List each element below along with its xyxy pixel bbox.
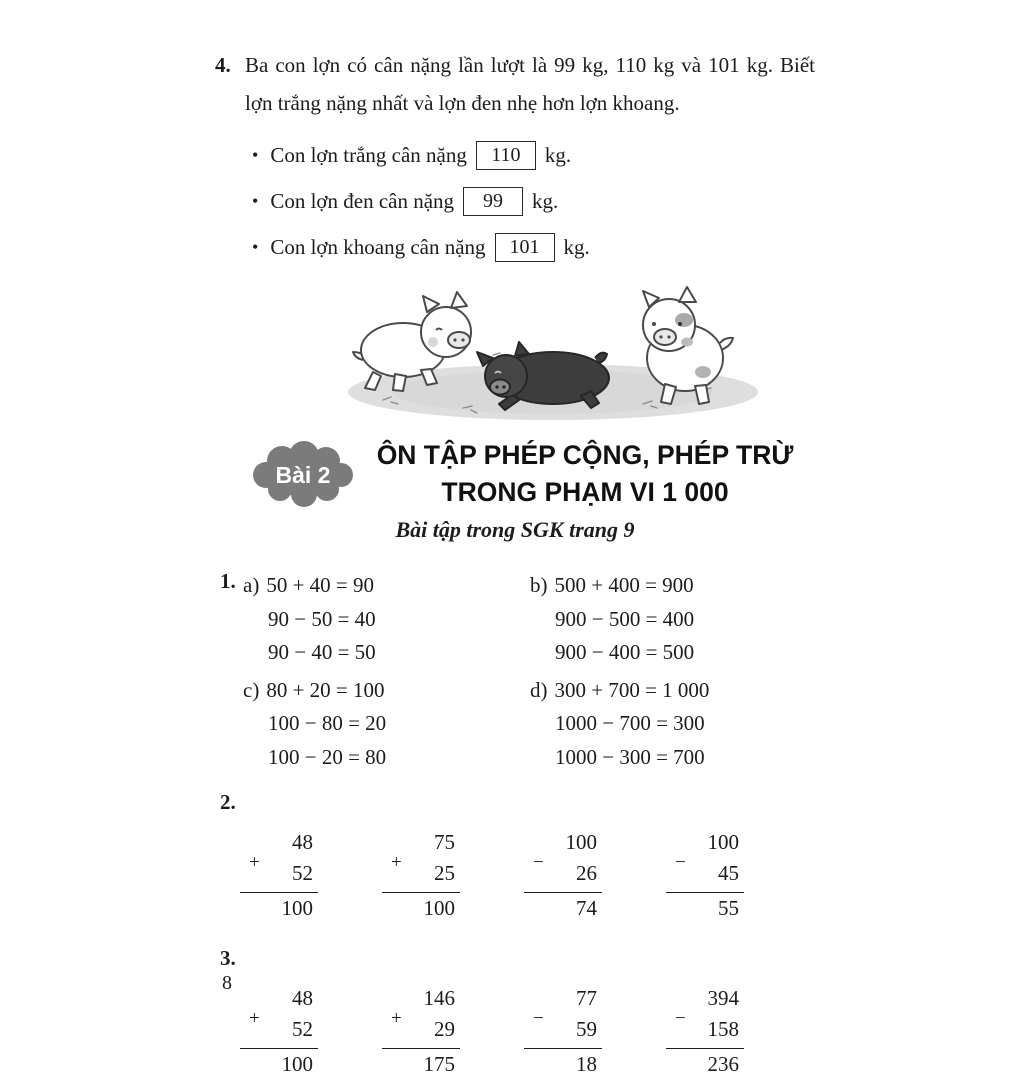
result: 100 (382, 892, 460, 924)
operand-bottom: 45 (718, 861, 739, 885)
problem-3-number: 3. (220, 946, 236, 970)
equation-group-a (215, 569, 502, 670)
equation-line (243, 674, 502, 708)
group-label: a) (243, 573, 260, 597)
equation: 100 − 80 = 20 (268, 711, 387, 735)
column-calc-row (215, 983, 815, 1080)
lesson-header (215, 437, 815, 547)
operand-bottom: 59 (576, 1017, 597, 1041)
minus-operator: − (533, 1008, 544, 1029)
column-calc (666, 983, 744, 1080)
pigs-illustration (343, 280, 763, 422)
equation-group-b (502, 569, 815, 670)
answer-box: 99 (463, 187, 523, 216)
bullet-icon: • (252, 144, 259, 165)
bullet-icon: • (252, 236, 259, 257)
equation: 80 + 20 = 100 (266, 677, 385, 702)
answer-text-before: Con lợn khoang cân nặng (270, 234, 486, 259)
answer-text-before: Con lợn trắng cân nặng (270, 142, 467, 167)
list-item (215, 178, 815, 224)
problem-4-statement (215, 46, 815, 122)
plus-operator: + (391, 1008, 402, 1029)
problem-4-number: 4. (215, 53, 231, 77)
operand-top: 48 (292, 986, 313, 1010)
equation: 900 − 400 = 500 (555, 640, 695, 664)
problem-3 (215, 946, 815, 1080)
operand-bottom: 25 (434, 861, 455, 885)
operand-top: 100 (707, 830, 739, 854)
operand-top: 394 (707, 986, 739, 1010)
plus-operator: + (249, 1008, 260, 1029)
column-calc (382, 983, 460, 1080)
column-calc-row (215, 827, 815, 924)
problem-2-number: 2. (220, 790, 236, 814)
equation: 1000 − 300 = 700 (555, 744, 705, 769)
operand-bottom: 52 (292, 861, 313, 885)
lesson-title-line1: ÔN TẬP PHÉP CỘNG, PHÉP TRỪ (376, 440, 794, 470)
equation-line (530, 569, 815, 603)
operand-bottom: 52 (292, 1017, 313, 1041)
result: 74 (524, 892, 602, 924)
equation-group-c (215, 674, 502, 775)
equation: 500 + 400 = 900 (554, 573, 694, 597)
problem-4-text: Ba con lợn có cân nặng lần lượt là 99 kg, 110 kg và 101 kg. Biết lợn trắng nặng nhất và lợn đen nhẹ hơn lợn khoang. (245, 53, 815, 115)
operand-bottom: 29 (434, 1017, 455, 1041)
problem-4-answers (215, 132, 815, 270)
operand-bottom: 158 (707, 1017, 739, 1041)
result: 236 (666, 1048, 744, 1080)
equation: 300 + 700 = 1 000 (554, 677, 710, 702)
answer-box: 110 (476, 141, 536, 170)
bullet-icon: • (252, 190, 259, 211)
group-label: d) (530, 677, 548, 702)
column-calc (382, 827, 460, 924)
column-calc (240, 983, 318, 1080)
problem-2 (215, 790, 815, 924)
list-item (215, 132, 815, 178)
result: 175 (382, 1048, 460, 1080)
column-calc (666, 827, 744, 924)
plus-operator: + (249, 852, 260, 873)
problem-1 (215, 569, 815, 774)
equation-grid (215, 569, 815, 774)
result: 100 (240, 1048, 318, 1080)
equation-line (530, 674, 815, 708)
answer-box: 101 (495, 233, 555, 262)
equation: 90 − 50 = 40 (268, 606, 376, 631)
column-calc (524, 983, 602, 1080)
minus-operator: − (533, 852, 544, 873)
equation: 900 − 500 = 400 (555, 606, 695, 631)
minus-operator: − (675, 852, 686, 873)
group-label: b) (530, 573, 548, 597)
group-label: c) (243, 677, 260, 702)
operand-top: 48 (292, 830, 313, 854)
page-number: 8 (222, 972, 232, 994)
lesson-subtitle: Bài tập trong SGK trang 9 (395, 517, 635, 542)
answer-text-after: kg. (563, 234, 590, 259)
operand-bottom: 26 (576, 861, 597, 885)
column-calc (524, 827, 602, 924)
result: 18 (524, 1048, 602, 1080)
answer-text-after: kg. (532, 188, 559, 213)
equation-group-d (502, 674, 815, 775)
equation: 100 − 20 = 80 (268, 744, 387, 769)
equation: 1000 − 700 = 300 (555, 711, 705, 735)
lesson-badge-label: Bài 2 (275, 462, 331, 488)
operand-top: 146 (423, 986, 455, 1010)
page-content (215, 46, 815, 1080)
result: 100 (240, 892, 318, 924)
lesson-title-line2: TRONG PHẠM VI 1 000 (441, 477, 729, 507)
operand-top: 100 (565, 830, 597, 854)
result: 55 (666, 892, 744, 924)
equation: 90 − 40 = 50 (268, 640, 376, 664)
plus-operator: + (391, 852, 402, 873)
equation: 50 + 40 = 90 (266, 573, 375, 597)
operand-top: 75 (434, 830, 455, 854)
answer-text-after: kg. (544, 142, 572, 167)
operand-top: 77 (576, 986, 597, 1010)
equation-line (243, 569, 502, 603)
answer-text-before: Con lợn đen cân nặng (270, 188, 455, 213)
minus-operator: − (675, 1008, 686, 1029)
lesson-badge (248, 443, 358, 507)
column-calc (240, 827, 318, 924)
problem-1-number: 1. (220, 569, 236, 593)
list-item (215, 224, 815, 270)
lesson-title (365, 437, 805, 511)
